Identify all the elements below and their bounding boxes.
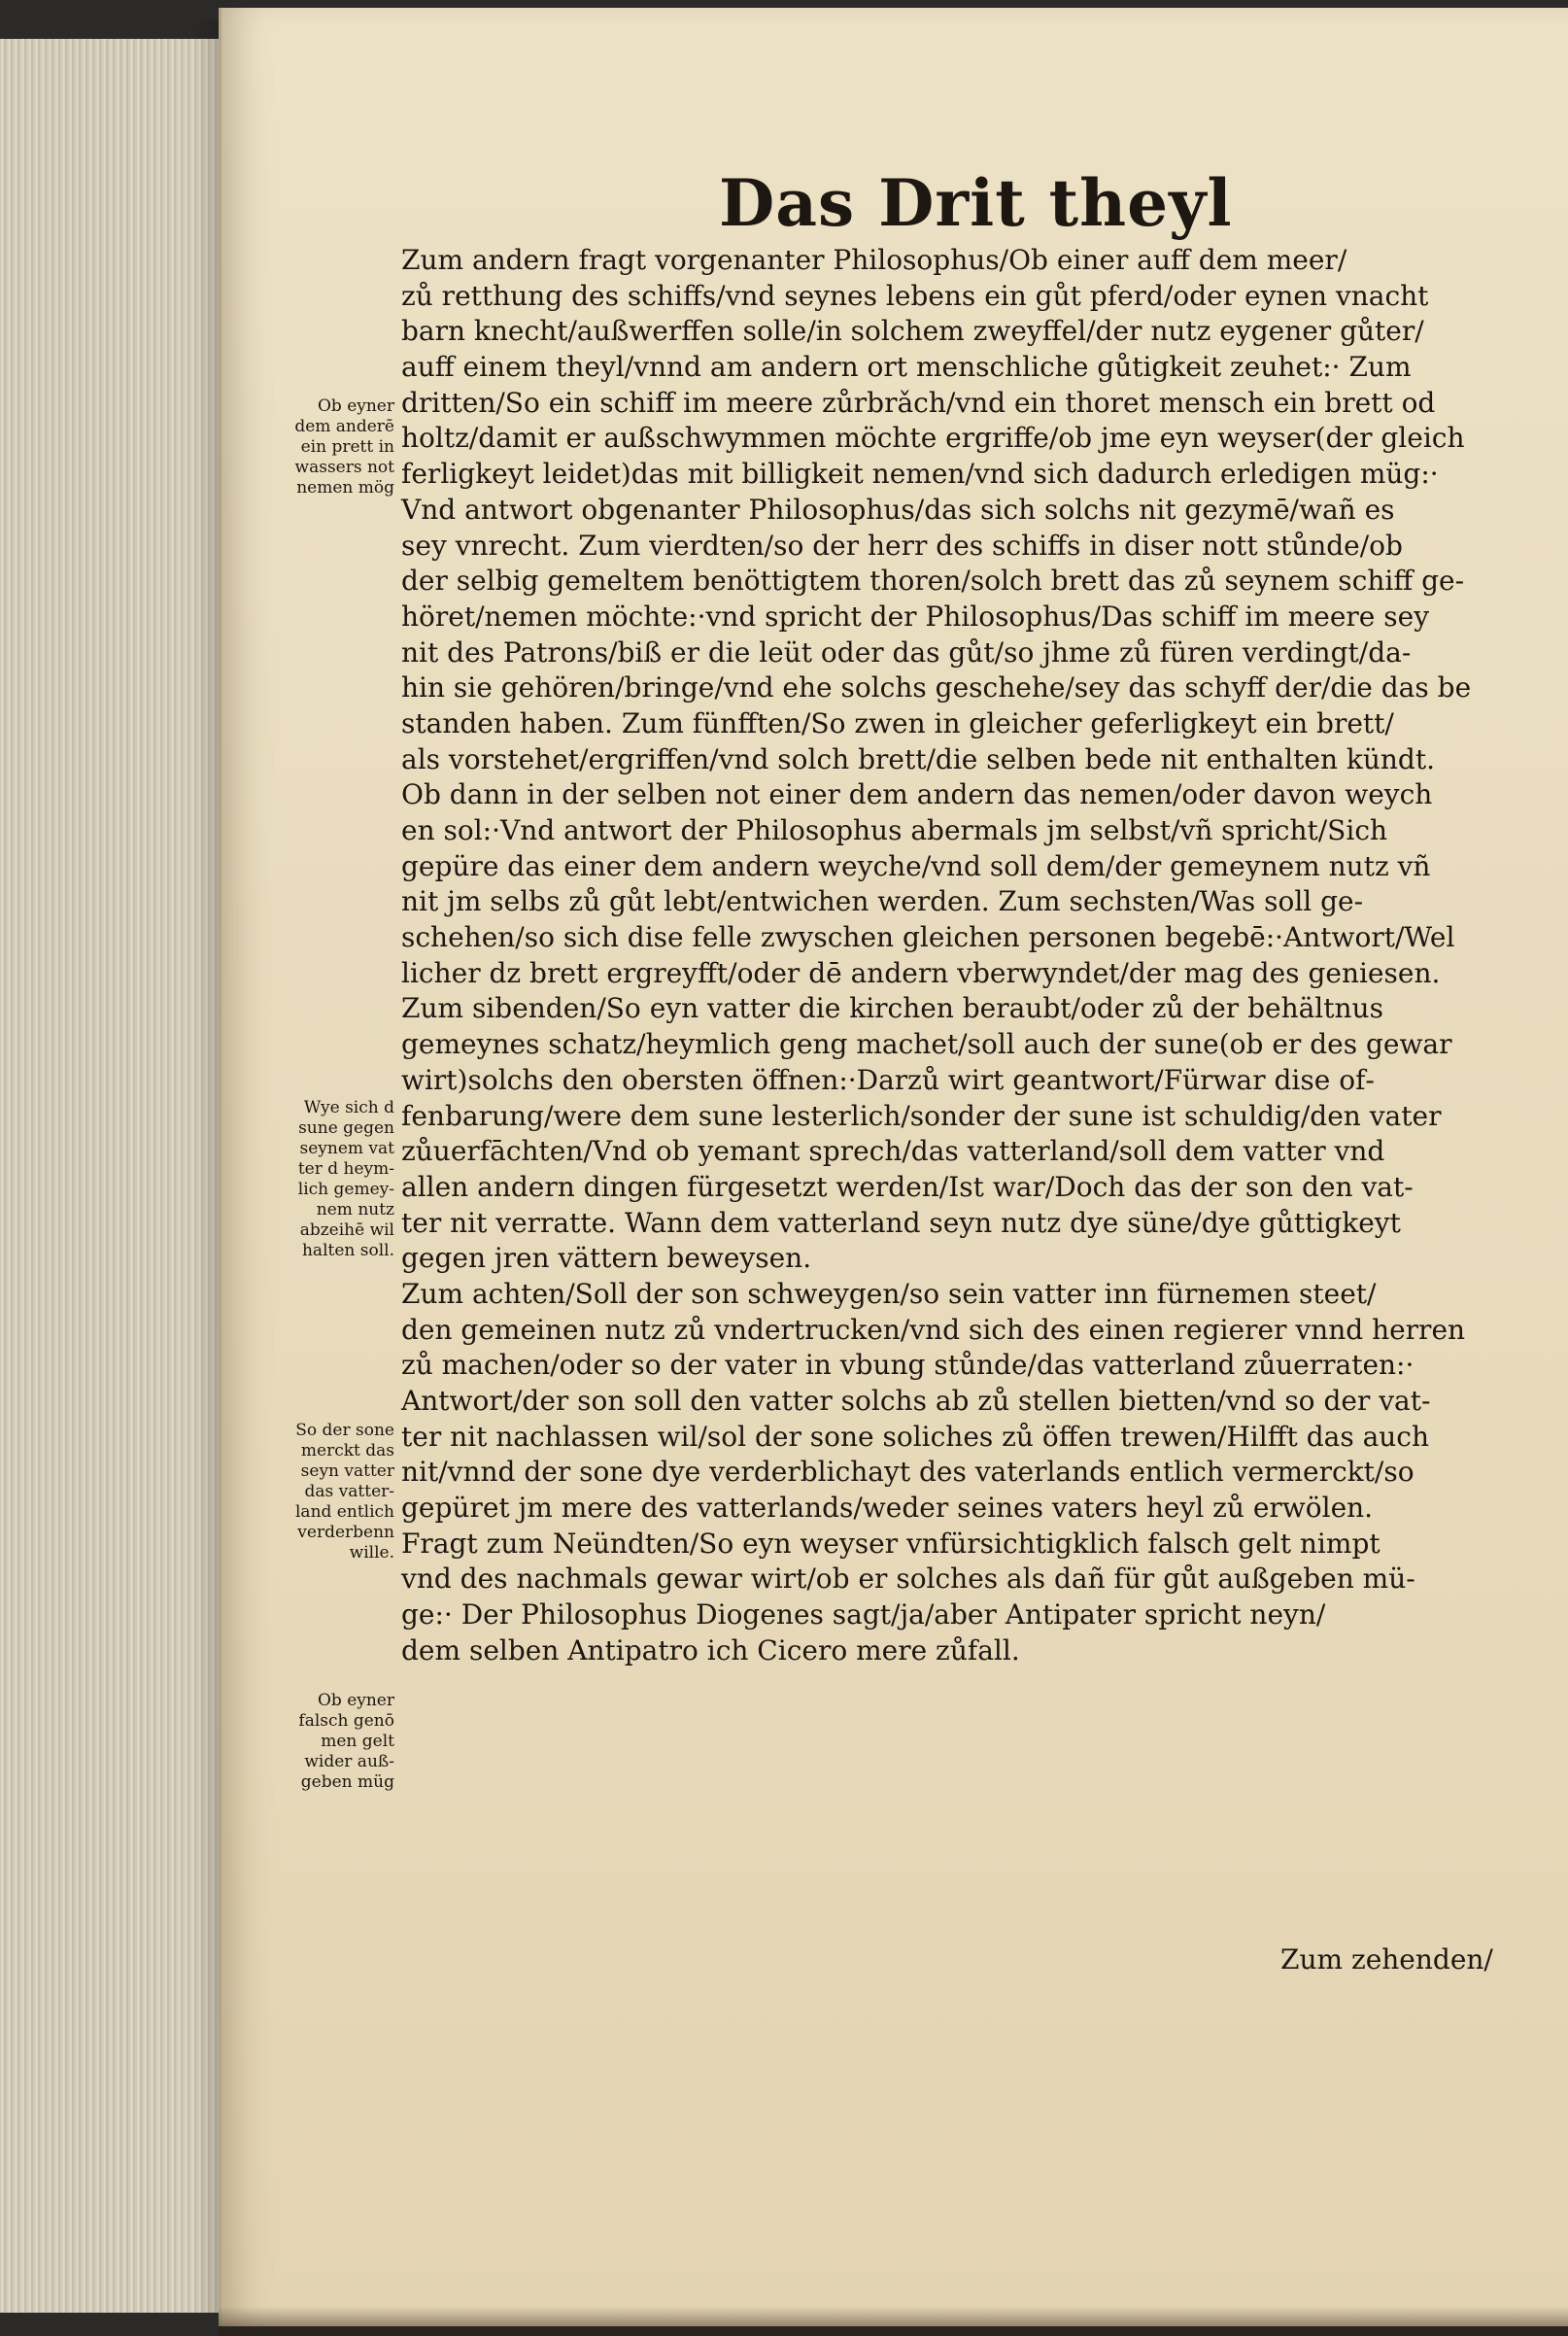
marginal-note-line: seyn vatter <box>300 1461 394 1481</box>
catchword: Zum zehenden/ <box>1280 1943 1493 1975</box>
page-bottom-shadow <box>219 2307 1568 2336</box>
marginal-note-1 <box>270 396 394 498</box>
text-line: nit des Patrons/biß er die leüt oder das gůt/so jhme zů füren verdingt/da‑ <box>401 636 1412 669</box>
text-line: Zum achten/Soll der son schweygen/so sein vatter inn fürnemen steet/ <box>401 1277 1377 1310</box>
text-line: dritten/So ein schiff im meere zůrbrǎch/vnd ein thoret mensch ein brett od <box>401 386 1436 419</box>
text-line: gegen jren vättern beweysen. <box>401 1242 812 1275</box>
marginal-note-line: So der sone <box>295 1421 394 1440</box>
text-line: ter nit verratte. Wann dem vatterland seyn nutz dye süne/dye gůttigkeyt <box>401 1206 1401 1239</box>
text-line: gepüret jm mere des vatterlands/weder seines vaters heyl zů erwölen. <box>401 1492 1374 1525</box>
marginal-note-line: dem anderē <box>294 417 394 436</box>
text-line: der selbig gemeltem benöttigtem thoren/solch brett das zů seynem schiff ge‑ <box>401 565 1465 598</box>
text-line: Fragt zum Neündten/So eyn weyser vnfürsichtigklich falsch gelt nimpt <box>401 1527 1381 1560</box>
text-line: ferligkeyt leidet)das mit billigkeit nemen/vnd sich dadurch erledigen müg:· <box>401 458 1439 491</box>
text-line: fenbarung/were dem sune lesterlich/sonder der sune ist schuldig/den vater <box>401 1099 1442 1132</box>
text-line: dem selben Antipatro ich Cicero mere zůfall. <box>401 1633 1020 1666</box>
marginal-note-line: wider auß‑ <box>304 1752 394 1771</box>
text-line: gepüre das einer dem andern weyche/vnd soll dem/der gemeynem nutz vñ <box>401 849 1431 882</box>
marginal-note-line: nemen mög <box>296 478 394 498</box>
text-line: gemeynes schatz/heymlich geng machet/soll auch der sune(ob er des gewar <box>401 1028 1452 1061</box>
text-line: licher dz brett ergreyfft/oder dē andern vberwyndet/der mag des geniesen. <box>401 956 1441 989</box>
text-line: schehen/so sich dise felle zwyschen gleichen personen begebē:·Antwort/Wel <box>401 921 1455 954</box>
text-line: barn knecht/außwerffen solle/in solchem zweyffel/der nutz eygener gůter/ <box>401 315 1424 348</box>
text-line: vnd des nachmals gewar wirt/ob er solches als dañ für gůt außgeben mü‑ <box>401 1563 1415 1596</box>
marginal-note-line: falsch genō <box>298 1711 394 1731</box>
marginal-note-line: halten soll. <box>301 1241 394 1260</box>
marginal-note-line: Ob eyner <box>317 1691 394 1710</box>
text-line: als vorstehet/ergriffen/vnd solch brett/die selben bede nit enthalten kündt. <box>401 742 1435 775</box>
text-line: Vnd antwort obgenanter Philosophus/das sich solchs nit gezymē/wañ es <box>401 493 1395 526</box>
text-line: nit jm selbs zů gůt lebt/entwichen werden. Zum sechsten/Was soll ge‑ <box>401 885 1364 918</box>
marginal-note-line: Wye sich d <box>303 1098 394 1117</box>
marginal-note-2 <box>270 1098 394 1261</box>
marginal-note-line: wassers not <box>294 458 394 477</box>
marginal-note-line: merckt das <box>300 1441 394 1460</box>
text-line: sey vnrecht. Zum vierdten/so der herr des schiffs in diser nott stůnde/ob <box>401 529 1403 562</box>
text-line: hin sie gehören/bringe/vnd ehe solchs geschehe/sey das schyff der/die das be <box>401 671 1472 704</box>
text-line: auff einem theyl/vnnd am andern ort menschliche gůtigkeit zeuhet:· Zum <box>401 351 1412 384</box>
marginal-note-line: das vatter‑ <box>304 1482 394 1501</box>
text-line: den gemeinen nutz zů vndertrucken/vnd sich des einen regierer vnnd herren <box>401 1313 1466 1346</box>
text-line: Zum sibenden/So eyn vatter die kirchen beraubt/oder zů der behältnus <box>401 992 1383 1025</box>
text-line: Zum andern fragt vorgenanter Philosophus/Ob einer auff dem meer/ <box>401 244 1347 276</box>
text-line: zů machen/oder so der vater in vbung stůnde/das vatterland zůuerraten:· <box>401 1349 1415 1382</box>
marginal-note-line: abzeihē wil <box>299 1220 394 1240</box>
text-line: Antwort/der son soll den vatter solchs ab zů stellen bietten/vnd so der vat‑ <box>401 1385 1431 1417</box>
marginal-note-line: lich gemey‑ <box>297 1180 394 1199</box>
marginal-note-line: geben müg <box>300 1772 394 1792</box>
marginal-note-line: nem nutz <box>316 1200 394 1220</box>
marginal-note-line: ter d heym‑ <box>297 1159 394 1179</box>
text-line: allen andern dingen fürgesetzt werden/Ist war/Doch das der son den vat‑ <box>401 1170 1414 1203</box>
body-text <box>401 243 1528 1669</box>
text-line: en sol:·Vnd antwort der Philosophus abermals jm selbst/vñ spricht/Sich <box>401 814 1388 846</box>
marginal-note-line: sune gegen <box>298 1118 394 1138</box>
page-header-title: Das Drit theyl <box>719 165 1233 241</box>
text-line: holtz/damit er außschwymmen möchte ergriffe/ob jme eyn weyser(der gleich <box>401 422 1465 455</box>
marginal-note-line: verderbenn <box>297 1523 394 1542</box>
marginal-note-line: seynem vat <box>299 1139 394 1158</box>
marginal-note-3 <box>270 1421 394 1563</box>
text-line: ge:· Der Philosophus Diogenes sagt/ja/aber Antipater spricht neyn/ <box>401 1598 1326 1632</box>
marginal-note-line: land entlich <box>295 1502 394 1522</box>
marginal-note-line: wille. <box>349 1543 394 1563</box>
marginal-note-line: ein prett in <box>300 437 394 457</box>
book-page-edges <box>0 39 225 2313</box>
text-line: standen haben. Zum fünfften/So zwen in gleicher geferligkeyt ein brett/ <box>401 706 1394 739</box>
text-line: wirt)solchs den obersten öffnen:·Darzů wirt geantwort/Fürwar dise of‑ <box>401 1063 1375 1096</box>
text-line: ter nit nachlassen wil/sol der sone soliches zů öffen trewen/Hilfft das auch <box>401 1420 1430 1453</box>
marginal-note-line: Ob eyner <box>317 396 394 416</box>
marginal-note-4 <box>270 1691 394 1793</box>
text-line: zů retthung des schiffs/vnd seynes lebens ein gůt pferd/oder eynen vnacht <box>401 279 1429 312</box>
text-line: Ob dann in der selben not einer dem andern das nemen/oder davon weych <box>401 778 1433 811</box>
text-line: nit/vnnd der sone dye verderblichayt des vaterlands entlich vermerckt/so <box>401 1456 1415 1489</box>
text-line: höret/nemen möchte:·vnd spricht der Philosophus/Das schiff im meere sey <box>401 600 1430 633</box>
marginal-note-line: men gelt <box>321 1732 394 1751</box>
text-line: zůuerfāchten/Vnd ob yemant sprech/das vatterland/soll dem vatter vnd <box>401 1135 1385 1168</box>
